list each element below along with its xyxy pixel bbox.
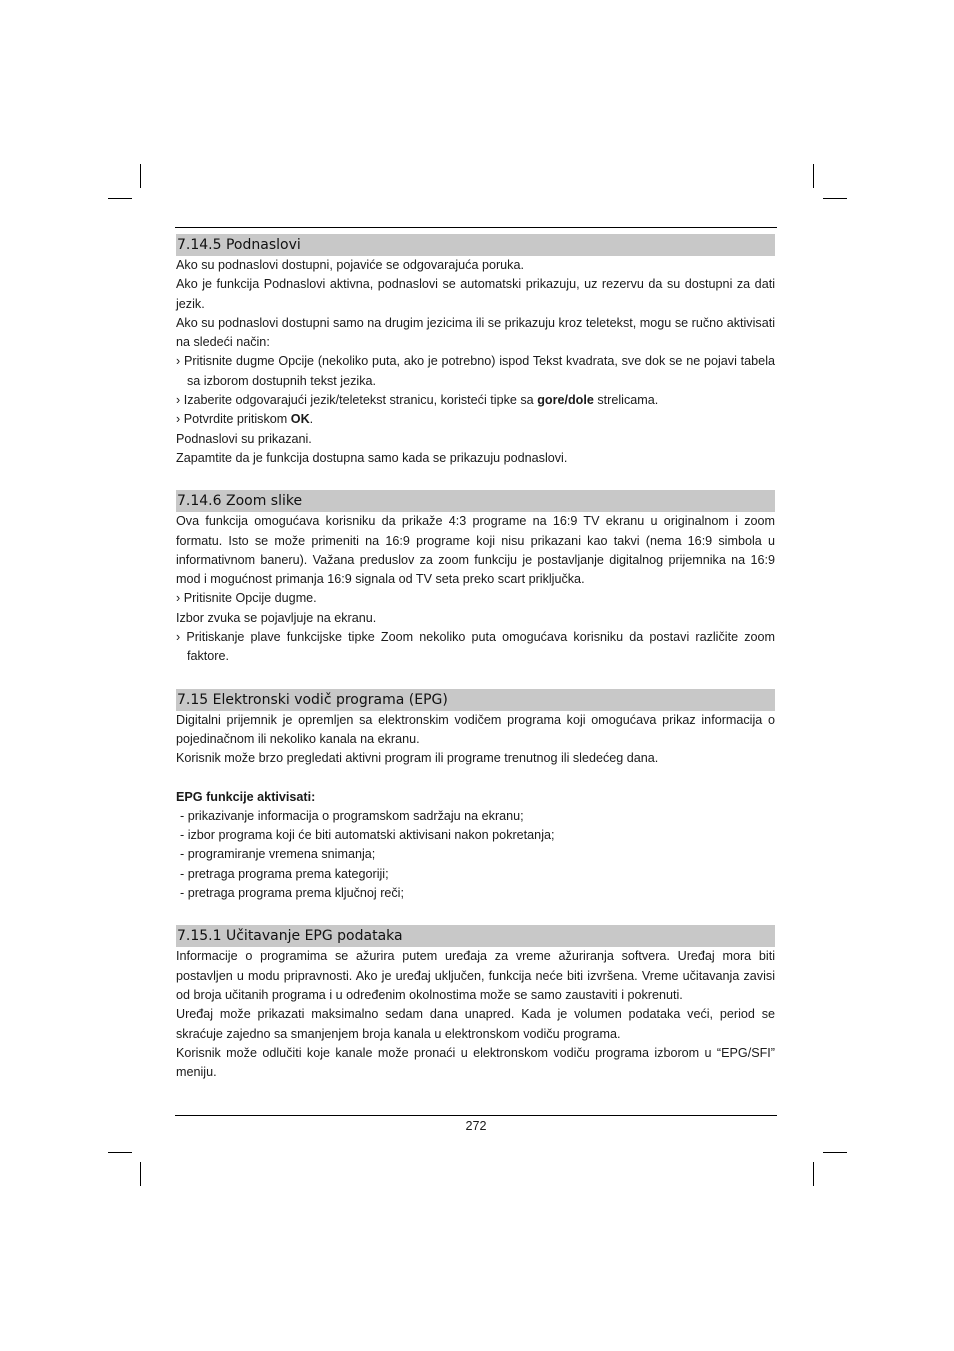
paragraph: Izbor zvuka se pojavljuje na ekranu. [176,610,377,625]
footer-rule [175,1115,777,1116]
crop-mark [140,164,141,188]
text-run: strelicama. [597,393,659,408]
subheading: EPG funkcije aktivisati: [176,789,316,804]
text-run: › Potvrdite pritiskom [176,412,288,427]
list-item: - programiranje vremena snimanja; [180,847,376,862]
paragraph: Ako je funkcija Podnaslovi aktivna, podnaslovi se automatski prikazuju, uz rezervu da su dostupni za dati jezik. [176,277,775,311]
paragraph: Ako su podnaslovi dostupni samo na drugim jezicima ili se prikazuju kroz teletekst, mogu se ručno aktivisati na sledeći način: [176,315,775,350]
crop-mark [108,198,132,199]
bold-term: OK [290,412,310,427]
paragraph: Uređaj može prikazati maksimalno sedam dana unapred. Kada je volumen podataka veći, period se skraćuje zajedno sa smanjenjem broja kanala u elektronskom vodiču programa. [176,1007,775,1041]
paragraph: Ova funkcija omogućava korisniku da prikaže 4:3 programe na 16:9 TV ekranu u originalnom i zoom formatu. Isto se može primeniti na 16:9 programe koji nisu prikazani kao takvi (nema 16:9 simbola u informativnom baneru). Važana preduslov za zoom funkciju je postavljanje digitalnog prijemnika na 16:9 mod i mogućnost primanja 16:9 signala od TV seta preko scart priključka. [176,514,775,587]
section-heading: 7.14.6 Zoom slike [176,490,775,512]
bullet-item: › Pritiskanje plave funkcijske tipke Zoom nekoliko puta omogućava korisniku da postavi različite zoom faktore. [176,630,775,664]
bullet-item [176,410,775,429]
crop-mark [823,1152,847,1153]
paragraph: Korisnik može brzo pregledati aktivni program ili programe trenutnog ili sledećeg dana. [176,751,659,766]
section-heading: 7.15 Elektronski vodič programa (EPG) [176,689,775,711]
paragraph: Korisnik može odlučiti koje kanale može pronaći u elektronskom vodiču programa izborom u “EPG/SFI” meniju. [176,1045,775,1080]
page-content [176,234,775,1082]
paragraph: Informacije o programima se ažurira putem uređaja za vreme ažuriranja softvera. Uređaj mora biti postavljen u modu pripravnosti. Ako je uređaj uključen, funkcija neće biti izvršena. Vreme učitavanja zavisi od broja učitanih programa i u određenim okolnostima može se samo zaustaviti i pokrenuti. [176,949,775,1002]
list-item: - pretraga programa prema kategoriji; [180,866,389,881]
crop-mark [108,1152,132,1153]
crop-mark [823,198,847,199]
paragraph: Podnaslovi su prikazani. [176,431,312,446]
list-item: - izbor programa koji će biti automatski aktivisani nakon pokretanja; [180,828,555,843]
bullet-item: › Pritisnite dugme Opcije (nekoliko puta, ako je potrebno) ispod Tekst kvadrata, sve dok se ne pojavi tabela sa izborom dostupnih tekst jezika. [176,354,775,388]
page-number: 272 [465,1119,487,1133]
paragraph: Zapamtite da je funkcija dostupna samo kada se prikazuju podnaslovi. [176,450,568,465]
header-rule [175,227,777,228]
crop-mark [813,1162,814,1186]
bullet-item: › Pritisnite Opcije dugme. [176,591,317,606]
list-item: - pretraga programa prema ključnoj reči; [180,886,404,901]
section-heading: 7.14.5 Podnaslovi [176,234,775,256]
section-heading: 7.15.1 Učitavanje EPG podataka [176,925,775,947]
paragraph: Digitalni prijemnik je opremljen sa elektronskim vodičem programa koji omogućava prikaz informacija o pojedinačnom ili nekoliko kanala na ekranu. [176,712,775,746]
text-run: . [309,412,314,427]
crop-mark [813,164,814,188]
paragraph: Ako su podnaslovi dostupni, pojaviće se odgovarajuća poruka. [176,258,524,272]
list-item: - prikazivanje informacija o programskom sadržaju na ekranu; [180,808,524,823]
crop-mark [140,1162,141,1186]
bold-term: gore/dole [537,393,594,408]
bullet-item [176,391,775,410]
text-run: › Izaberite odgovarajući jezik/teletekst stranicu, koristeći tipke sa [176,393,534,408]
